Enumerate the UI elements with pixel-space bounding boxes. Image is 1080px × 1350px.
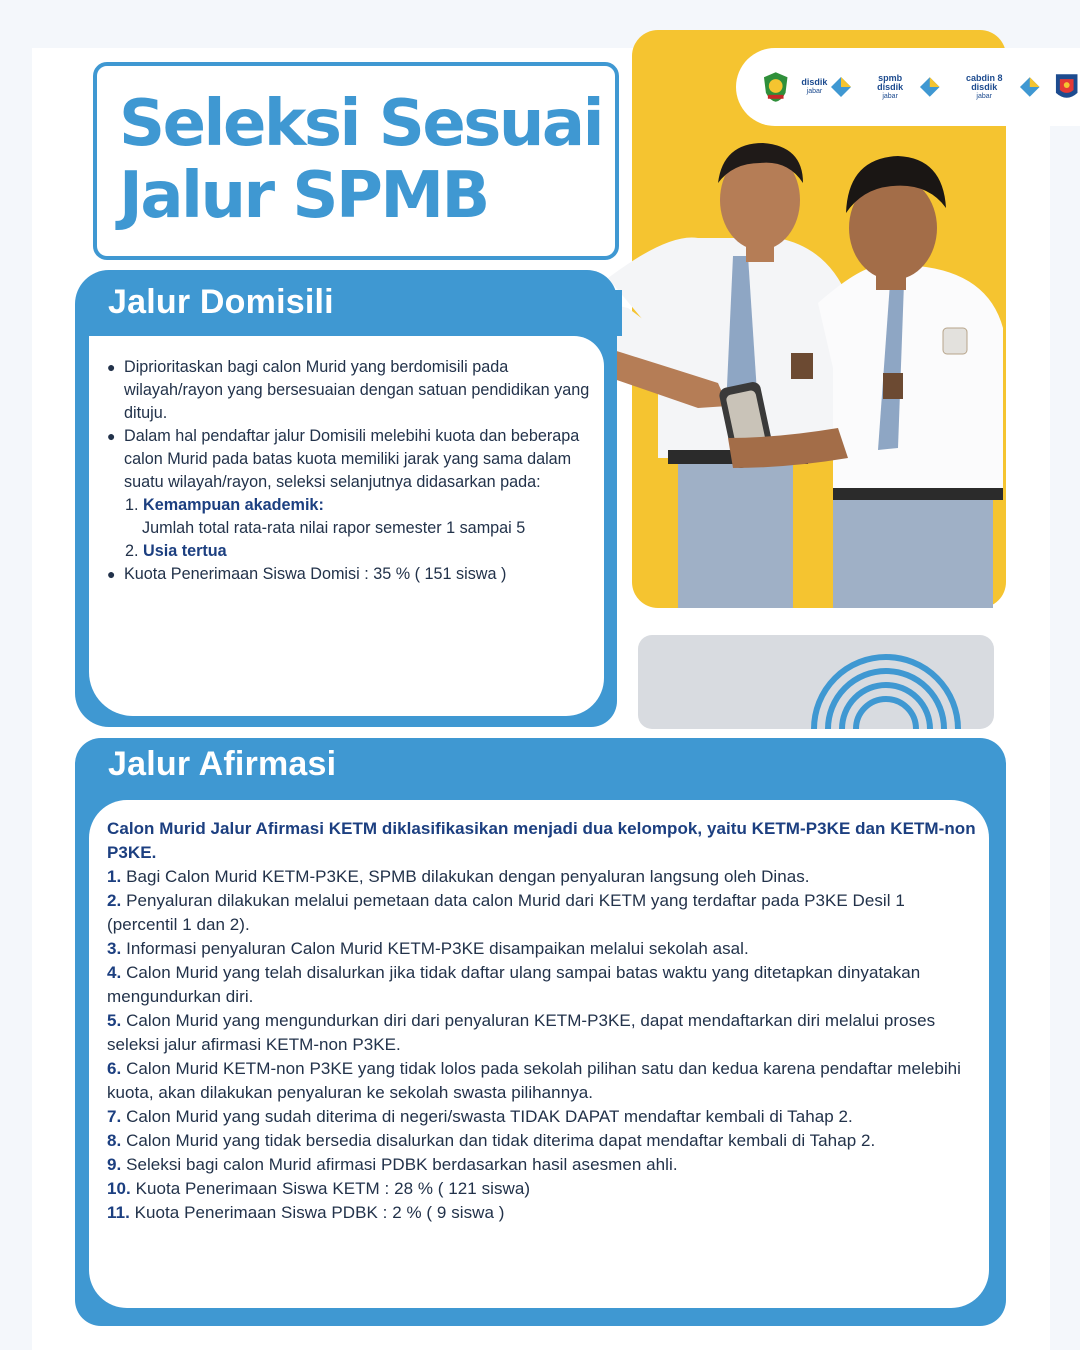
arcs-icon <box>638 635 994 729</box>
list-item: 9. Seleksi bagi calon Murid afirmasi PDBK berdasarkan hasil asesmen ahli. <box>107 1155 678 1174</box>
list-item: ● Dalam hal pendaftar jalur Domisili melebihi kuota dan beberapa calon Murid pada batas kuota memiliki jarak yang sama dalam suatu wilayah/rayon, seleksi selanjutnya didasarkan pada: <box>107 427 580 491</box>
title-line-2: Jalur SPMB <box>119 159 488 233</box>
domisili-text <box>107 356 597 586</box>
disdik-jabar-logo: disdik jabar <box>801 76 852 98</box>
list-item: 8. Calon Murid yang tidak bersedia disalurkan dan tidak diterima dapat mendaftar kembali di Tahap 2. <box>107 1131 876 1150</box>
list-item: 1. Bagi Calon Murid KETM-P3KE, SPMB dilakukan dengan penyaluran langsung oleh Dinas. <box>107 867 810 886</box>
diamond-icon <box>1019 76 1041 98</box>
cabdin-disdik-logo: cabdin 8 disdik jabar <box>952 74 1040 101</box>
afirmasi-intro: Calon Murid Jalur Afirmasi KETM diklasifikasikan menjadi dua kelompok, yaitu KETM-P3KE dan KETM-non P3KE. <box>107 819 976 862</box>
logo-bar <box>736 48 1080 126</box>
list-item: 2. Penyaluran dilakukan melalui pemetaan data calon Murid dari KETM yang terdaftar pada P3KE Desil 1 (percentil 1 dan 2). <box>107 891 939 934</box>
title-line-1: Seleksi Sesuai <box>119 87 602 161</box>
list-item-desc: Jumlah total rata-rata nilai rapor semester 1 sampai 5 <box>142 519 526 537</box>
title-box <box>93 62 619 260</box>
school-emblem-icon <box>1053 71 1080 103</box>
list-item: 1. Kemampuan akademik: <box>125 496 324 514</box>
list-item: 7. Calon Murid yang sudah diterima di negeri/swasta TIDAK DAPAT mendaftar kembali di Tahap 2. <box>107 1107 853 1126</box>
students-photo <box>548 138 1008 608</box>
list-item: 6. Calon Murid KETM-non P3KE yang tidak lolos pada sekolah pilihan satu dan kedua karena pendaftar melebihi kuota, akan dilakukan penyaluran ke sekolah swasta pilihannya. <box>107 1059 961 1102</box>
list-item: ● Kuota Penerimaan Siswa Domisi : 35 % ( 151 siswa ) <box>107 565 507 583</box>
diamond-icon <box>830 76 852 98</box>
list-item: 3. Informasi penyaluran Calon Murid KETM-P3KE disampaikan melalui sekolah asal. <box>107 939 749 958</box>
list-item: 10. Kuota Penerimaan Siswa KETM : 28 % ( 121 siswa) <box>107 1179 531 1198</box>
list-item: 11. Kuota Penerimaan Siswa PDBK : 2 % ( 9 siswa ) <box>107 1203 505 1222</box>
list-item: 2. Usia tertua <box>125 542 227 560</box>
diamond-icon <box>919 76 941 98</box>
list-item: 4. Calon Murid yang telah disalurkan jika tidak daftar ulang sampai batas waktu yang ditetapkan dinyatakan mengundurkan diri. <box>107 963 921 1006</box>
list-item: 5. Calon Murid yang mengundurkan diri dari penyaluran KETM-P3KE, dapat mendaftarkan diri melalui proses seleksi jalur afirmasi KETM-non P3KE. <box>107 1011 936 1054</box>
jabar-emblem-icon <box>762 71 789 103</box>
domisili-heading: Jalur Domisili <box>108 283 334 321</box>
list-item: ● Diprioritaskan bagi calon Murid yang berdomisili pada wilayah/rayon yang bersesuaian dengan satuan pendidikan yang dituju. <box>107 358 590 422</box>
afirmasi-heading: Jalur Afirmasi <box>108 745 337 783</box>
decorative-card <box>638 635 994 729</box>
afirmasi-text <box>107 817 979 1225</box>
spmb-disdik-logo: spmb disdik jabar <box>864 74 940 101</box>
